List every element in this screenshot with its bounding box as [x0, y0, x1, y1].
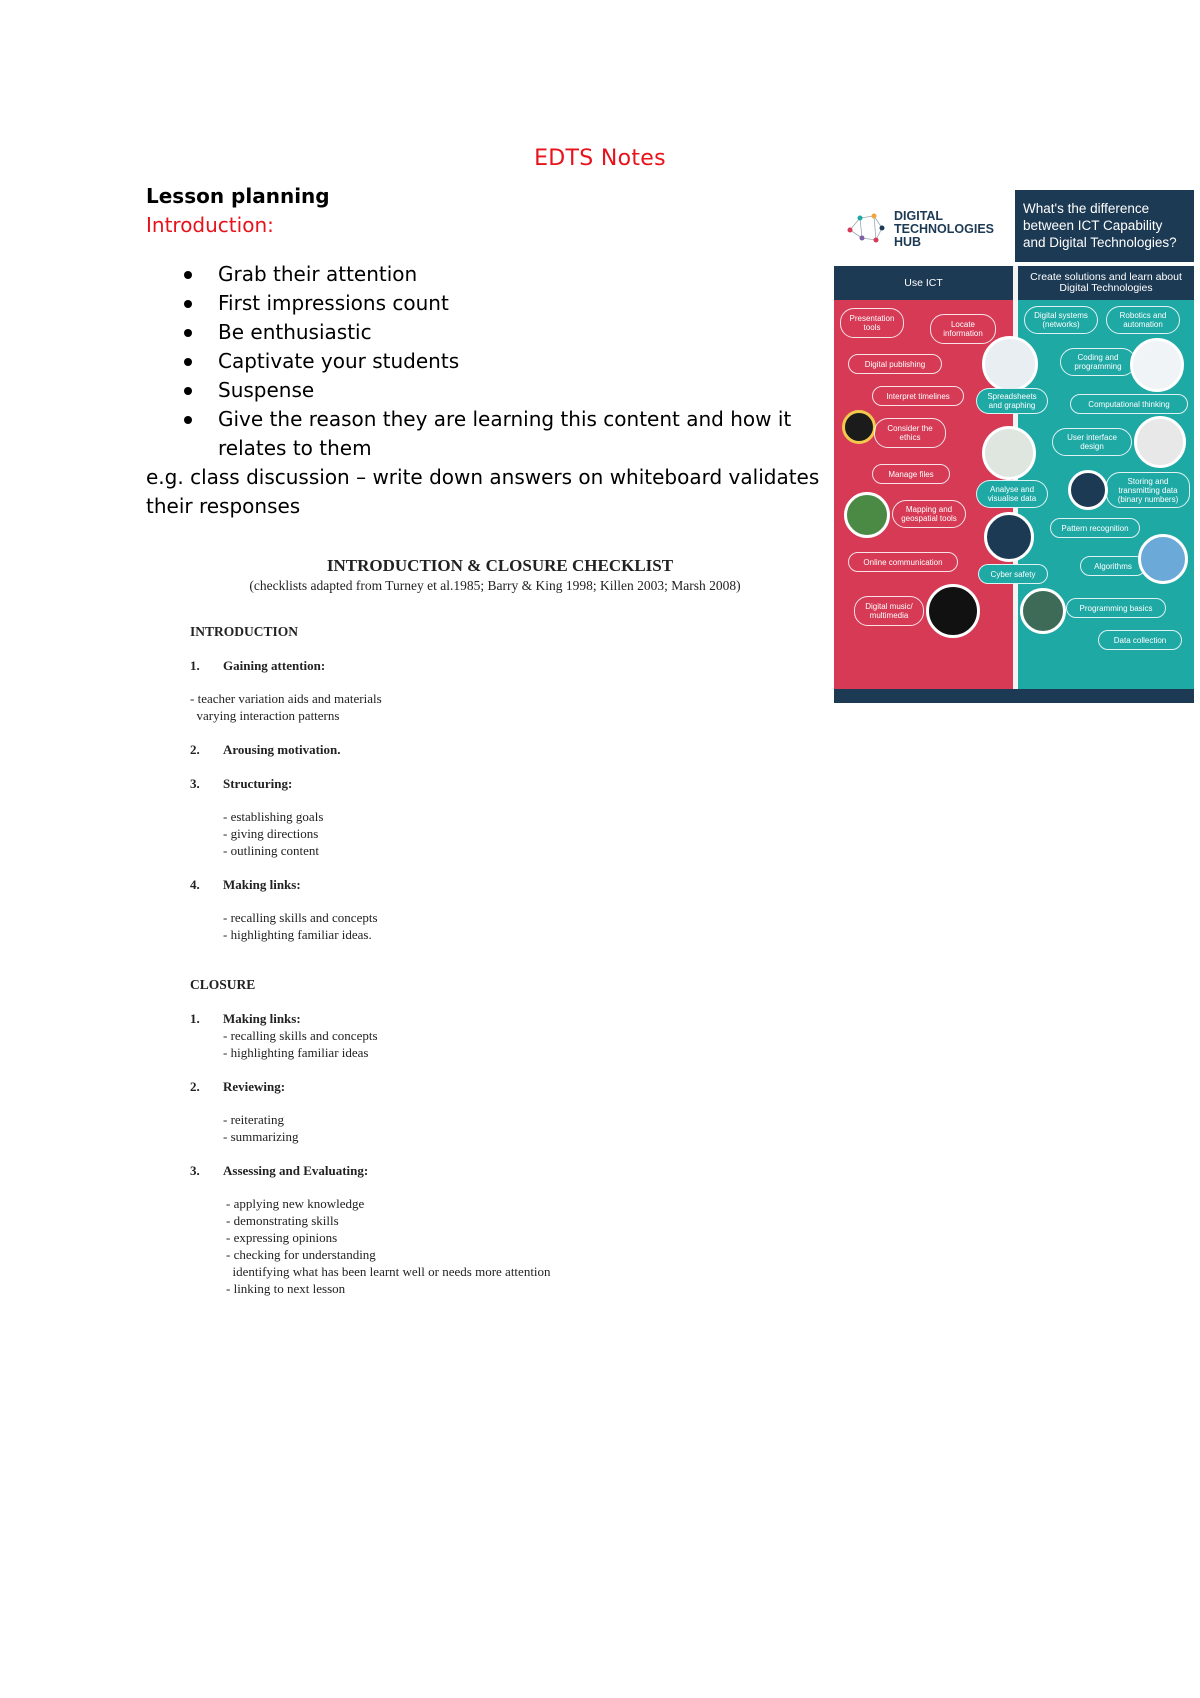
pill-robotics: Robotics and automation — [1106, 306, 1180, 334]
pill-pattern-recognition: Pattern recognition — [1050, 518, 1140, 538]
doc-title: EDTS Notes — [534, 146, 666, 171]
infographic-body — [834, 266, 1194, 703]
pill-consider-ethics: Consider the ethics — [874, 418, 946, 448]
pill-digital-music: Digital music/ multimedia — [854, 596, 924, 626]
pill-digital-publishing: Digital publishing — [848, 354, 942, 374]
pill-cyber-safety: Cyber safety — [978, 564, 1048, 584]
pill-algorithms: Algorithms — [1080, 556, 1146, 576]
music-waveform-icon — [926, 584, 980, 638]
flowchart-icon — [1138, 534, 1188, 584]
circuit-board-icon — [1020, 588, 1066, 634]
checklist-title: INTRODUCTION & CLOSURE CHECKLIST — [326, 556, 674, 575]
pill-user-interface: User interface design — [1052, 428, 1132, 456]
checklist-subtitle: (checklists adapted from Turney et al.1985; Barry & King 1998; Killen 2003; Marsh 2008) — [249, 578, 741, 593]
code-screen-icon — [1130, 338, 1184, 392]
checklist-lines: - recalling skills and concepts - highlighting familiar ideas. — [223, 910, 378, 942]
chart-icon — [982, 426, 1036, 480]
network-logo-icon — [844, 208, 888, 248]
infographic-footer — [834, 689, 1194, 703]
copyright-icon — [842, 410, 876, 444]
digital-technologies-infographic — [834, 190, 1194, 703]
intro-label: Introduction: — [146, 213, 274, 237]
use-ict-heading: Use ICT — [834, 266, 1013, 300]
checklist-image — [190, 556, 750, 1297]
list-item: Captivate your students — [218, 347, 826, 376]
spreadsheet-icon — [982, 336, 1038, 392]
pill-analyse-data: Analyse and visualise data — [976, 480, 1048, 508]
pill-coding: Coding and programming — [1060, 348, 1136, 376]
pill-computational-thinking: Computational thinking — [1070, 394, 1188, 414]
section-heading: Lesson planning — [146, 184, 330, 208]
infographic-header — [834, 190, 1194, 262]
checklist-item: 2. Arousing motivation. — [190, 742, 341, 757]
pill-mapping-geospatial: Mapping and geospatial tools — [892, 500, 966, 528]
checklist-item: 4. Making links: — [190, 877, 301, 892]
example-text: e.g. class discussion – write down answers on whiteboard validates their responses — [146, 465, 820, 518]
bullet-list — [146, 260, 826, 463]
checklist-item: 1. Making links: — [190, 1011, 301, 1026]
list-item: Suspense — [218, 376, 826, 405]
padlock-icon — [984, 512, 1034, 562]
laptop-icon — [1134, 416, 1186, 468]
map-globe-icon — [844, 492, 890, 538]
pill-spreadsheets: Spreadsheets and graphing — [976, 388, 1048, 414]
checklist-item: 2. Reviewing: — [190, 1079, 286, 1094]
checklist-lines: - applying new knowledge - demonstrating skills - expressing opinions - checking for understanding identifying what has been learnt well or needs more attention - linking to next lesson — [226, 1196, 551, 1296]
checklist-item: 3. Assessing and Evaluating: — [190, 1163, 369, 1178]
binary-icon — [1068, 470, 1108, 510]
pill-presentation-tools: Presentation tools — [840, 308, 904, 338]
checklist-lines: - establishing goals - giving directions - outlining content — [223, 809, 324, 858]
question-box: What's the difference between ICT Capability and Digital Technologies? — [1015, 190, 1194, 262]
list-item: Give the reason they are learning this content and how it relates to them — [218, 405, 826, 463]
pill-data-collection: Data collection — [1098, 630, 1182, 650]
intro-heading: INTRODUCTION — [190, 624, 299, 639]
closure-heading: CLOSURE — [190, 977, 256, 992]
checklist-lines: - recalling skills and concepts - highlighting familiar ideas — [223, 1028, 378, 1060]
checklist-lines: - teacher variation aids and materials varying interaction patterns — [190, 691, 382, 723]
list-item: Grab their attention — [218, 260, 826, 289]
pill-online-communication: Online communication — [848, 552, 958, 572]
notes-section — [146, 182, 826, 521]
pill-digital-systems: Digital systems (networks) — [1024, 306, 1098, 334]
checklist-item: 1. Gaining attention: — [190, 658, 326, 673]
hub-name: DIGITAL TECHNOLOGIES HUB — [894, 209, 995, 249]
pill-locate-information: Locate information — [930, 314, 996, 344]
checklist-item: 3. Structuring: — [190, 776, 293, 791]
pill-interpret-timelines: Interpret timelines — [872, 386, 964, 406]
create-solutions-heading: Create solutions and learn about Digital Technologies — [1018, 266, 1194, 300]
list-item: Be enthusiastic — [218, 318, 826, 347]
pill-storing-data: Storing and transmitting data (binary numbers) — [1106, 472, 1190, 508]
pill-manage-files: Manage files — [872, 464, 950, 484]
list-item: First impressions count — [218, 289, 826, 318]
checklist-lines: - reiterating - summarizing — [223, 1112, 299, 1144]
pill-programming-basics: Programming basics — [1066, 598, 1166, 618]
